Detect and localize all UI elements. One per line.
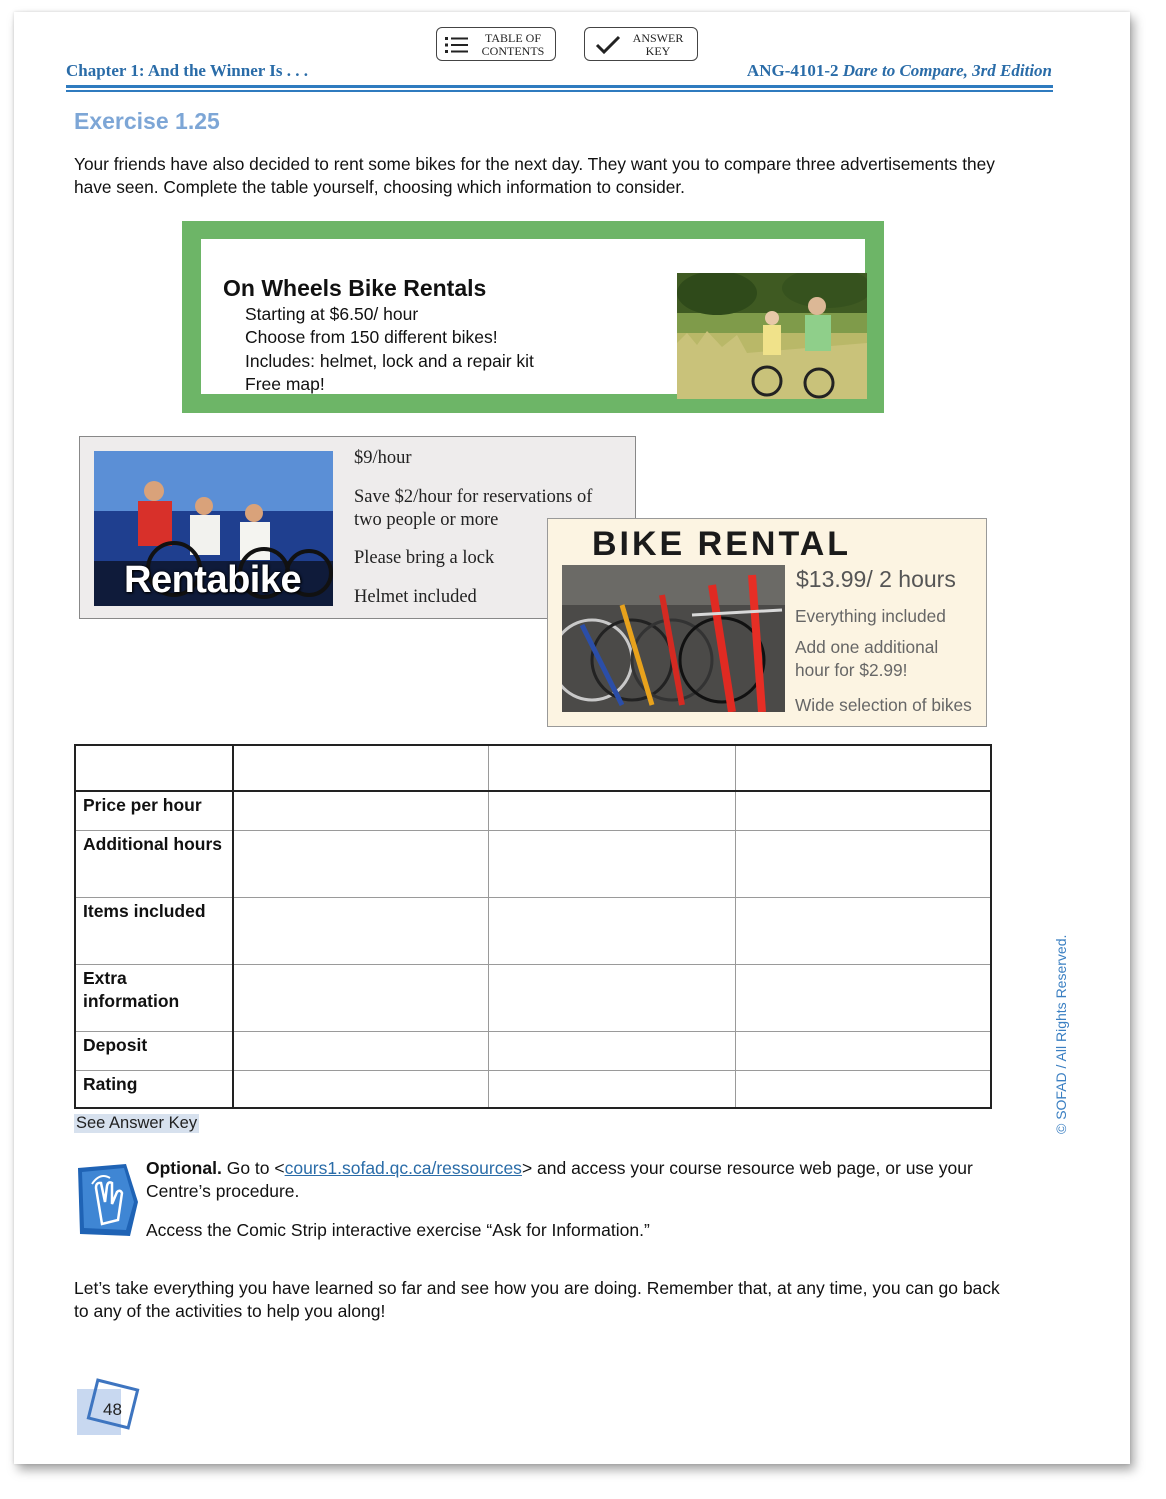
table-row bbox=[75, 791, 991, 830]
table-cell[interactable] bbox=[233, 1070, 488, 1108]
row-label-price: Price per hour bbox=[75, 791, 233, 830]
table-cell[interactable] bbox=[736, 1070, 991, 1108]
table-cell[interactable] bbox=[233, 964, 488, 1031]
table-of-contents-button[interactable] bbox=[436, 27, 556, 61]
table-cell[interactable] bbox=[488, 830, 735, 897]
answer-key-line1: ANSWER bbox=[632, 31, 684, 45]
row-label-extra-information: Extra information bbox=[75, 964, 233, 1031]
ad-on-wheels-inner bbox=[201, 239, 865, 394]
bike-rack-photo bbox=[562, 565, 785, 712]
rentabike-brand: Rentabike bbox=[124, 559, 302, 601]
ad-on-wheels bbox=[182, 221, 884, 413]
ad-on-wheels-includes: Includes: helmet, lock and a repair kit bbox=[245, 350, 534, 371]
table-cell[interactable] bbox=[488, 964, 735, 1031]
table-cell[interactable] bbox=[736, 1031, 991, 1070]
header-rule-thin bbox=[66, 90, 1053, 92]
chapter-title: Chapter 1: And the Winner Is . . . bbox=[66, 61, 308, 80]
table-row bbox=[75, 830, 991, 897]
table-header-cell[interactable] bbox=[488, 745, 735, 791]
checkmark-icon bbox=[595, 35, 621, 55]
toc-label-line2: CONTENTS bbox=[481, 44, 545, 58]
exercise-title: Exercise 1.25 bbox=[74, 108, 220, 134]
answer-key-line2: KEY bbox=[645, 44, 671, 58]
row-label-rating: Rating bbox=[75, 1070, 233, 1108]
table-header-cell[interactable] bbox=[736, 745, 991, 791]
optional-label: Optional. bbox=[146, 1158, 222, 1178]
riders-photo bbox=[94, 451, 333, 606]
table-cell[interactable] bbox=[736, 897, 991, 964]
table-cell[interactable] bbox=[736, 964, 991, 1031]
table-row bbox=[75, 1070, 991, 1108]
optional-post: > and access your course resource web page, or use your Centre’s procedure. bbox=[146, 1158, 973, 1201]
rentabike-lock: Please bring a lock bbox=[354, 548, 495, 568]
resources-link[interactable]: cours1.sofad.qc.ca/ressources bbox=[284, 1158, 522, 1178]
optional-instructions bbox=[146, 1157, 996, 1203]
rentabike-helmet: Helmet included bbox=[354, 587, 477, 607]
ad-on-wheels-price: Starting at $6.50/ hour bbox=[245, 304, 419, 324]
table-row bbox=[75, 897, 991, 964]
cyclists-photo bbox=[677, 273, 867, 399]
table-cell[interactable] bbox=[488, 897, 735, 964]
table-header-row bbox=[75, 745, 991, 791]
ad-on-wheels-details bbox=[245, 303, 534, 396]
ad-bike-rental bbox=[547, 518, 987, 727]
table-cell[interactable] bbox=[488, 791, 735, 830]
bike-rental-title: BIKE RENTAL bbox=[592, 525, 852, 563]
ad-on-wheels-title: On Wheels Bike Rentals bbox=[223, 275, 487, 301]
course-title bbox=[747, 61, 1052, 81]
ad-on-wheels-choice: Choose from 150 different bikes! bbox=[245, 327, 498, 348]
answer-key-button[interactable] bbox=[584, 27, 698, 61]
table-cell[interactable] bbox=[736, 791, 991, 830]
course-code: ANG-4101-2 bbox=[746, 61, 839, 80]
copyright-notice: © SOFAD / All Rights Reserved. bbox=[1053, 934, 1069, 1134]
table-cell[interactable] bbox=[233, 791, 488, 830]
row-label-items-included: Items included bbox=[75, 897, 233, 964]
row-label-additional-hours: Additional hours bbox=[75, 830, 233, 897]
table-cell[interactable] bbox=[233, 830, 488, 897]
bike-rental-selection: Wide selection of bikes bbox=[795, 695, 972, 715]
header-rule bbox=[66, 85, 1053, 88]
toc-label-line1: TABLE OF bbox=[484, 31, 542, 45]
optional-access-text: Access the Comic Strip interactive exercise “Ask for Information.” bbox=[146, 1220, 650, 1240]
exercise-intro: Your friends have also decided to rent some bikes for the next day. They want you to compare three advertisements they have seen. Complete the table yourself, choosing which information to consider. bbox=[74, 154, 995, 197]
bike-rental-price: $13.99/ 2 hours bbox=[796, 566, 956, 592]
course-name: Dare to Compare, 3rd Edition bbox=[842, 61, 1052, 80]
table-cell[interactable] bbox=[488, 1070, 735, 1108]
rentabike-saving: Save $2/hour for reservations of two people or more bbox=[354, 487, 593, 530]
table-row bbox=[75, 1031, 991, 1070]
row-label-deposit: Deposit bbox=[75, 1031, 233, 1070]
table-cell[interactable] bbox=[233, 1031, 488, 1070]
table-row bbox=[75, 964, 991, 1031]
table-cell[interactable] bbox=[736, 830, 991, 897]
comparison-table bbox=[74, 744, 992, 1109]
table-cell[interactable] bbox=[488, 1031, 735, 1070]
optional-pre: Go to < bbox=[226, 1158, 285, 1178]
table-cell[interactable] bbox=[233, 897, 488, 964]
ad-on-wheels-map: Free map! bbox=[245, 373, 325, 394]
see-answer-key-link[interactable]: See Answer Key bbox=[76, 1114, 198, 1132]
bike-rental-extra-hour: Add one additional hour for $2.99! bbox=[795, 637, 939, 680]
touch-hand-icon bbox=[74, 1162, 140, 1238]
table-header-cell[interactable] bbox=[233, 745, 488, 791]
table-corner-cell bbox=[75, 745, 233, 791]
bike-rental-included: Everything included bbox=[795, 606, 946, 626]
closing-paragraph: Let’s take everything you have learned so far and see how you are doing. Remember that, at any time, you can go back to any of the activities to help you along! bbox=[74, 1278, 1000, 1321]
list-icon bbox=[445, 36, 469, 54]
page-number: 48 bbox=[103, 1400, 122, 1419]
rentabike-price: $9/hour bbox=[354, 448, 412, 468]
